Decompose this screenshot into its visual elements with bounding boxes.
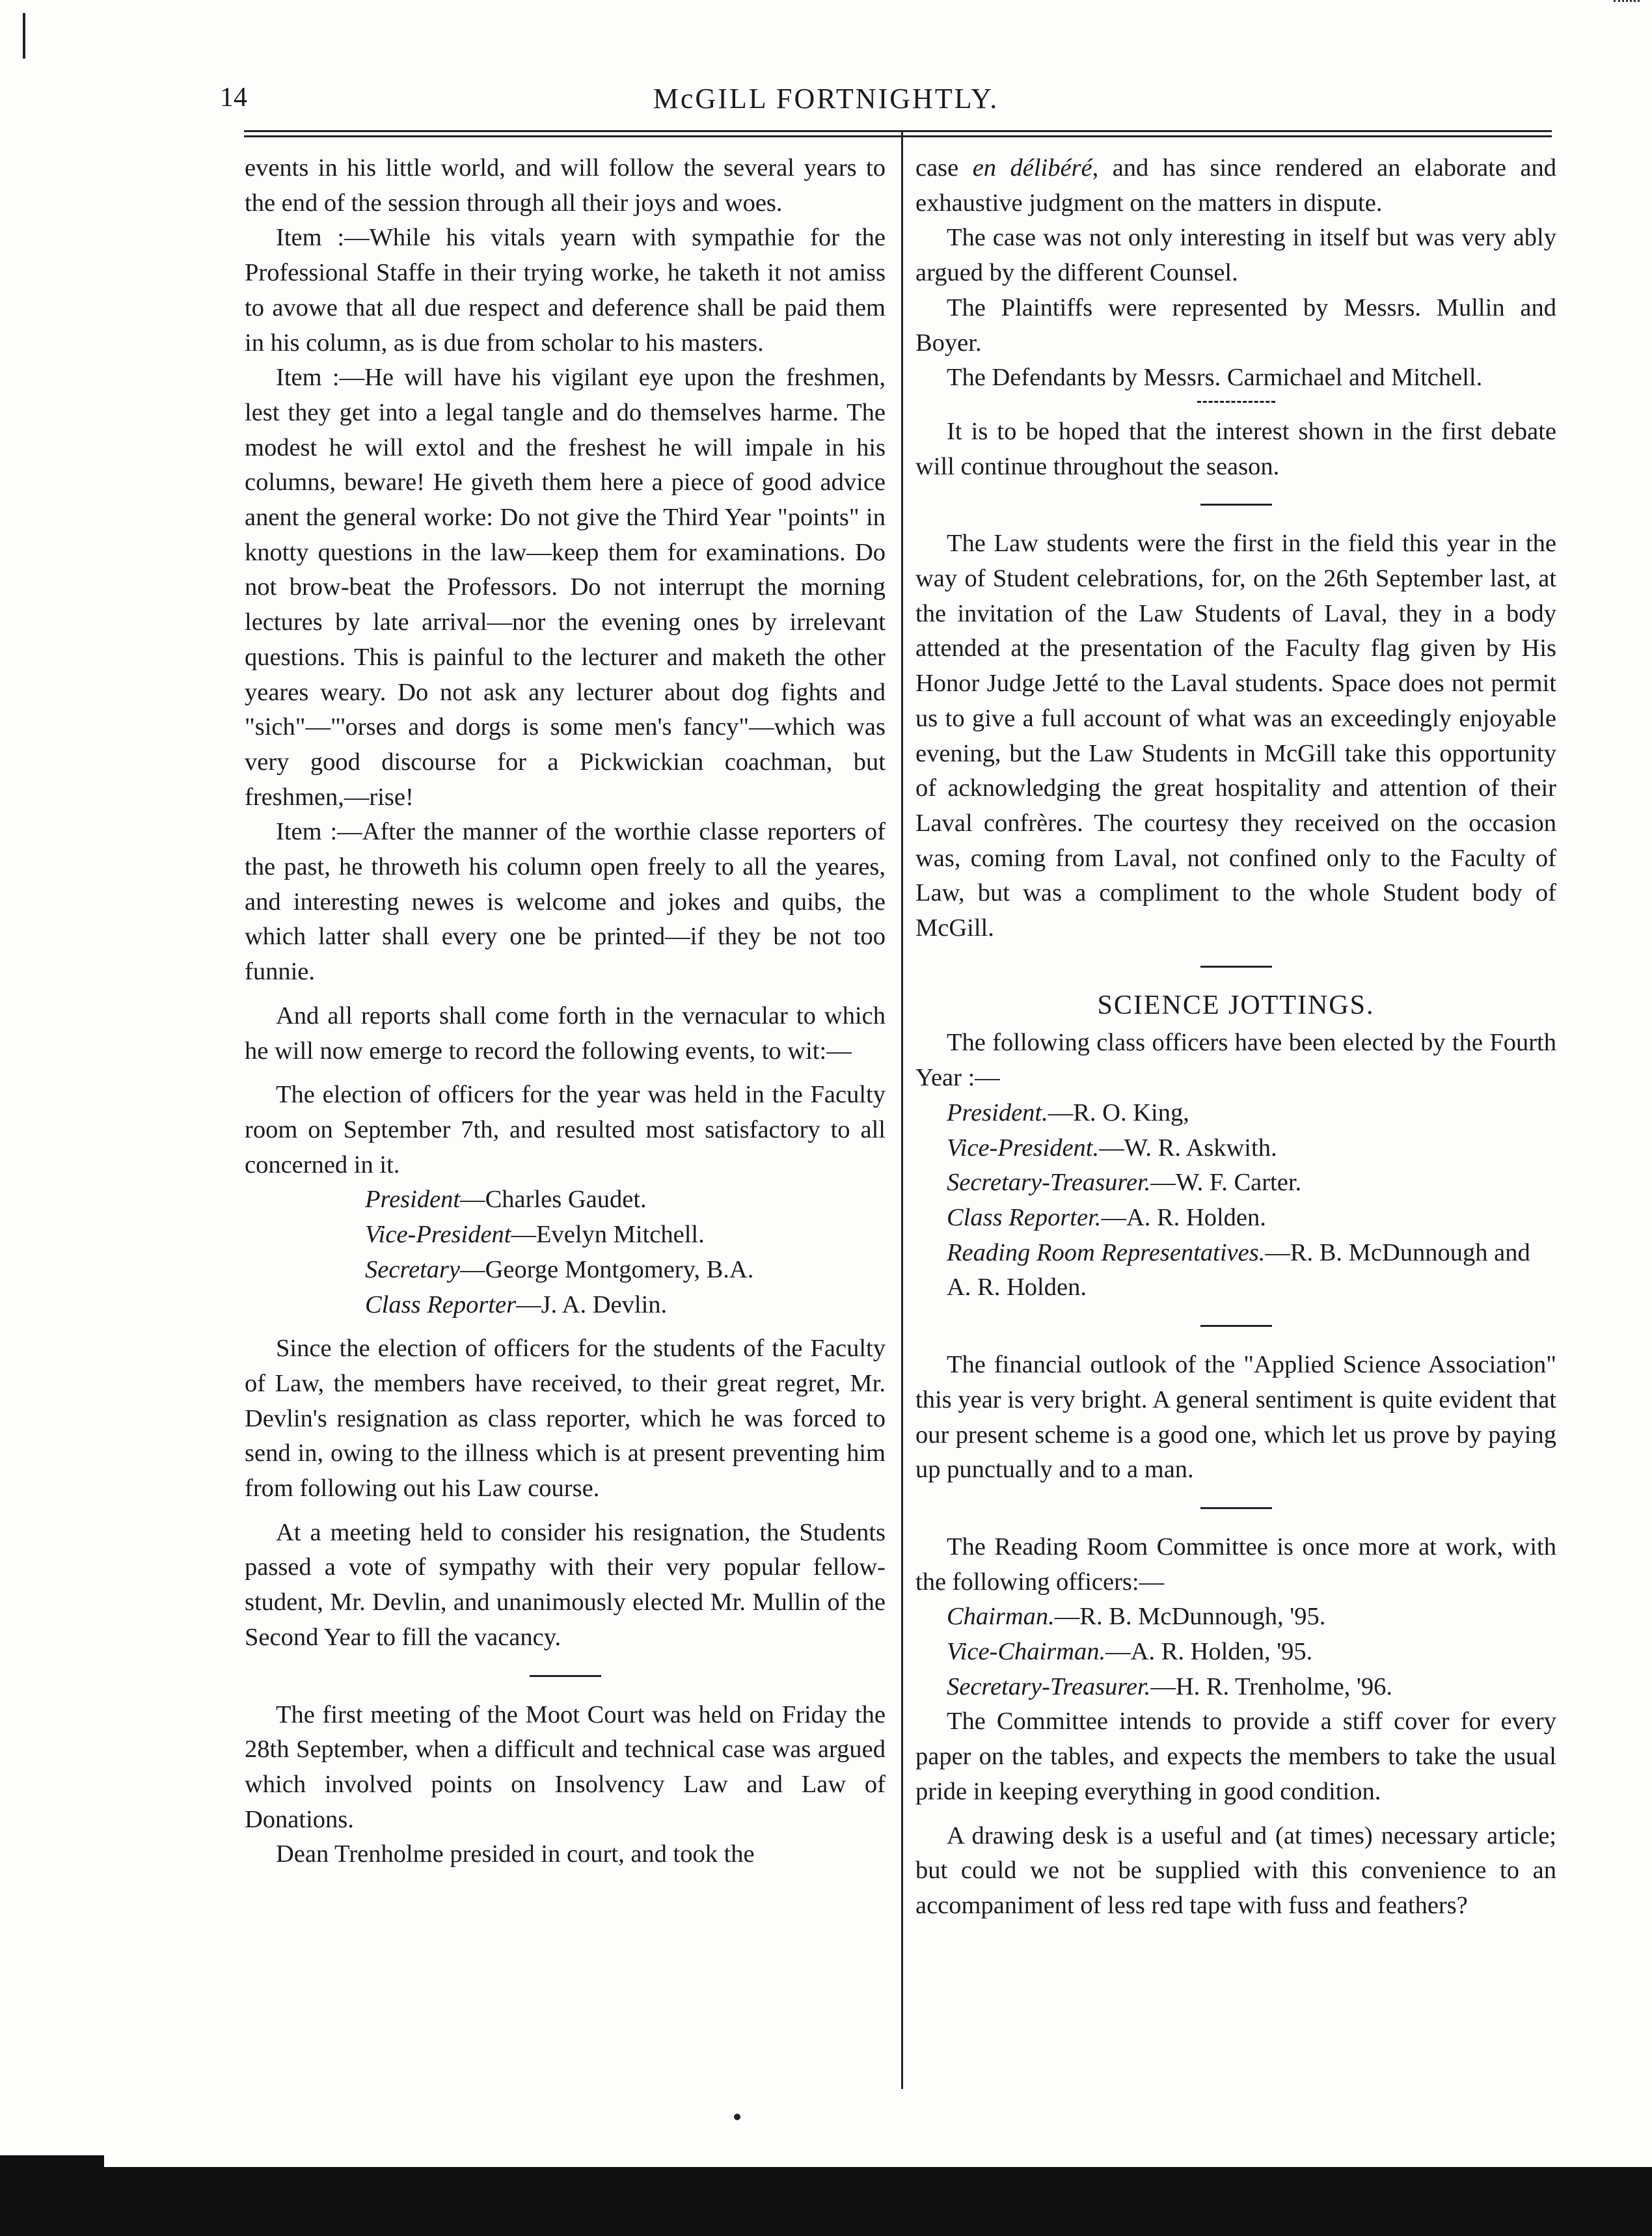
officer-title: Secretary (365, 1255, 461, 1283)
officer-line (915, 1201, 1556, 1236)
scan-mark (1614, 0, 1640, 10)
section-separator (1200, 504, 1272, 506)
paragraph: Item :—While his vitals yearn with sympathie for the Professional Staffe in their trying worke, he taketh it not amiss to avowe that all due respect and deference shall be paid them in his column, as is due from scholar to his masters. (245, 224, 886, 357)
officer-title: Vice-President (365, 1221, 511, 1249)
page-number: 14 (220, 83, 247, 113)
officer-line (915, 1131, 1556, 1166)
paragraph: It is to be hoped that the interest shown in the first debate will continue throughout the season. (915, 417, 1556, 480)
officer-name: —A. R. Holden, '95. (1105, 1638, 1313, 1666)
paragraph: The financial outlook of the "Applied Science Association" this year is very bright. A general sentiment is quite evident that our present scheme is a good one, which let us prove by paying up punctually and to a man. (915, 1351, 1556, 1484)
paragraph: The Reading Room Committee is once more at work, with the following officers:— (915, 1533, 1556, 1596)
paragraph: Item :—He will have his vigilant eye upon the freshmen, lest they get into a legal tangle and do themselves harme. The modest he will extol and the freshest he will impale in his columns, beware! He giveth them here a piece of good advice anent the general worke: Do not give the Third Year "points" in knotty questions in the law—keep them for examinations. Do not brow-beat the Professors. Do not interrupt the morning lectures by late arrival—nor the evening ones by irrelevant questions. This is painful to the lecturer and maketh the other yeares weary. Do not ask any lecturer about dog fights and "sich"—"'orses and dorgs is some men's fancy"—which was very good discourse for a Pickwickian coachman, but freshmen,—rise! (245, 364, 886, 811)
officer-line (245, 1288, 886, 1323)
page-title: McGILL FORTNIGHTLY. (653, 83, 999, 115)
paragraph: The Defendants by Messrs. Carmichael and Mitchell. (947, 364, 1483, 392)
text-run: case (915, 154, 973, 182)
paragraph: And all reports shall come forth in the vernacular to which he will now emerge to record the following events, to wit:— (245, 1002, 886, 1065)
officer-name: —W. R. Askwith. (1099, 1134, 1277, 1162)
paragraph: The Plaintiffs were represented by Messrs. Mullin and Boyer. (915, 293, 1556, 357)
officer-title: President (365, 1186, 461, 1214)
paragraph: Item :—After the manner of the worthie classe reporters of the past, he throweth his column open freely to all the yeares, and interesting newes is welcome and jokes and quibs, the which latter shall every one be printed—if they be not too funnie. (245, 818, 886, 986)
officer-line (915, 1236, 1556, 1305)
officer-title: Class Reporter (365, 1290, 517, 1318)
paragraph: The election of officers for the year was held in the Faculty room on September 7th, and resulted most satisfactory to all concerned in it. (245, 1081, 886, 1179)
paragraph: A drawing desk is a useful and (at times) necessary article; but could we not be supplied with this convenience to an accompaniment of less red tape with fuss and feathers? (915, 1821, 1556, 1919)
officer-title: Vice-President. (947, 1134, 1100, 1162)
section-separator (1200, 1507, 1272, 1509)
officer-title: President. (947, 1098, 1048, 1126)
officer-title: Chairman. (947, 1603, 1055, 1631)
officer-name: —R. B. McDunnough and A. R. Holden. (947, 1238, 1530, 1302)
ink-dot (734, 2114, 740, 2120)
text-run: , and has since rendered an elaborate and exhaustive judgment on the matters in dispute. (915, 154, 1556, 217)
officer-name: —Charles Gaudet. (460, 1186, 647, 1214)
paragraph: events in his little world, and will follow the several years to the end of the session through all their joys and woes. (245, 154, 886, 217)
committee-line (915, 1670, 1556, 1705)
scan-edge (0, 2167, 1652, 2236)
officer-line (245, 1218, 886, 1253)
paragraph: The following class officers have been elected by the Fourth Year :— (915, 1029, 1556, 1092)
italic-phrase: en délibéré (972, 154, 1092, 182)
header-rule (244, 130, 1552, 132)
paragraph: Dean Trenholme presided in court, and took the (276, 1840, 755, 1868)
committee-line (915, 1635, 1556, 1670)
paragraph: The first meeting of the Moot Court was held on Friday the 28th September, when a difficult and technical case was argued which involved points on Insolvency Law and Law of Donations. (245, 1700, 886, 1833)
officer-name: —W. F. Carter. (1150, 1169, 1302, 1197)
officer-name: —J. A. Devlin. (516, 1290, 668, 1318)
officer-name: —R. B. McDunnough, '95. (1054, 1603, 1326, 1631)
officer-name: —Evelyn Mitchell. (511, 1221, 705, 1249)
scan-mark (23, 13, 25, 59)
paragraph: At a meeting held to consider his resignation, the Students passed a vote of sympathy with their very popular fellow-student, Mr. Devlin, and unanimously elected Mr. Mullin of the Second Year to fill the vacancy. (245, 1518, 886, 1651)
officer-name: —A. R. Holden. (1101, 1203, 1266, 1231)
paragraph: The Law students were the first in the field this year in the way of Student celebrations, for, on the 26th September last, at the invitation of the Law Students of Laval, they in a body attended at the presentation of the Faculty flag given by His Honor Judge Jetté to the Laval students. Space does not permit us to give a full account of what was an exceedingly enjoyable evening, but the Law Students in McGill take this opportunity of acknowledging the great hospitality and attention of their Laval confrères. The courtesy they received on the occasion was, coming from Laval, not confined only to the Faculty of Law, but was a compliment to the whole Student body of McGill. (915, 530, 1556, 942)
officer-title: Secretary-Treasurer. (947, 1169, 1151, 1197)
officer-name: —H. R. Trenholme, '96. (1150, 1672, 1392, 1700)
section-separator (1197, 401, 1275, 403)
right-column (915, 151, 1556, 1924)
officer-line (245, 1253, 886, 1288)
paragraph: The case was not only interesting in itself but was very ably argued by the different Counsel. (915, 224, 1556, 287)
paragraph: The Committee intends to provide a stiff cover for every paper on the tables, and expects the members to take the usual pride in keeping everything in good condition. (915, 1708, 1556, 1805)
column-divider (901, 130, 903, 2089)
section-separator (530, 1675, 601, 1677)
section-separator (1200, 966, 1272, 968)
officer-line (915, 1166, 1556, 1201)
officer-line (915, 1096, 1556, 1131)
officer-name: —R. O. King, (1048, 1098, 1189, 1126)
paragraph: Since the election of officers for the students of the Faculty of Law, the members have received, to their great regret, Mr. Devlin's resignation as class reporter, which he was forced to send in, owing to the illness which is at present preventing him from following out his Law course. (245, 1335, 886, 1503)
left-column (245, 151, 886, 1872)
section-heading: SCIENCE JOTTINGS. (1097, 990, 1375, 1020)
officer-title: Reading Room Representatives. (947, 1238, 1266, 1266)
paragraph (915, 151, 1556, 221)
officer-line (245, 1182, 886, 1218)
section-separator (1200, 1325, 1272, 1327)
officer-title: Vice-Chairman. (947, 1638, 1106, 1666)
officer-title: Secretary-Treasurer. (947, 1672, 1151, 1700)
header-rule (244, 135, 1552, 137)
officer-name: —George Montgomery, B.A. (460, 1255, 754, 1283)
committee-line (915, 1600, 1556, 1635)
officer-title: Class Reporter. (947, 1203, 1102, 1231)
